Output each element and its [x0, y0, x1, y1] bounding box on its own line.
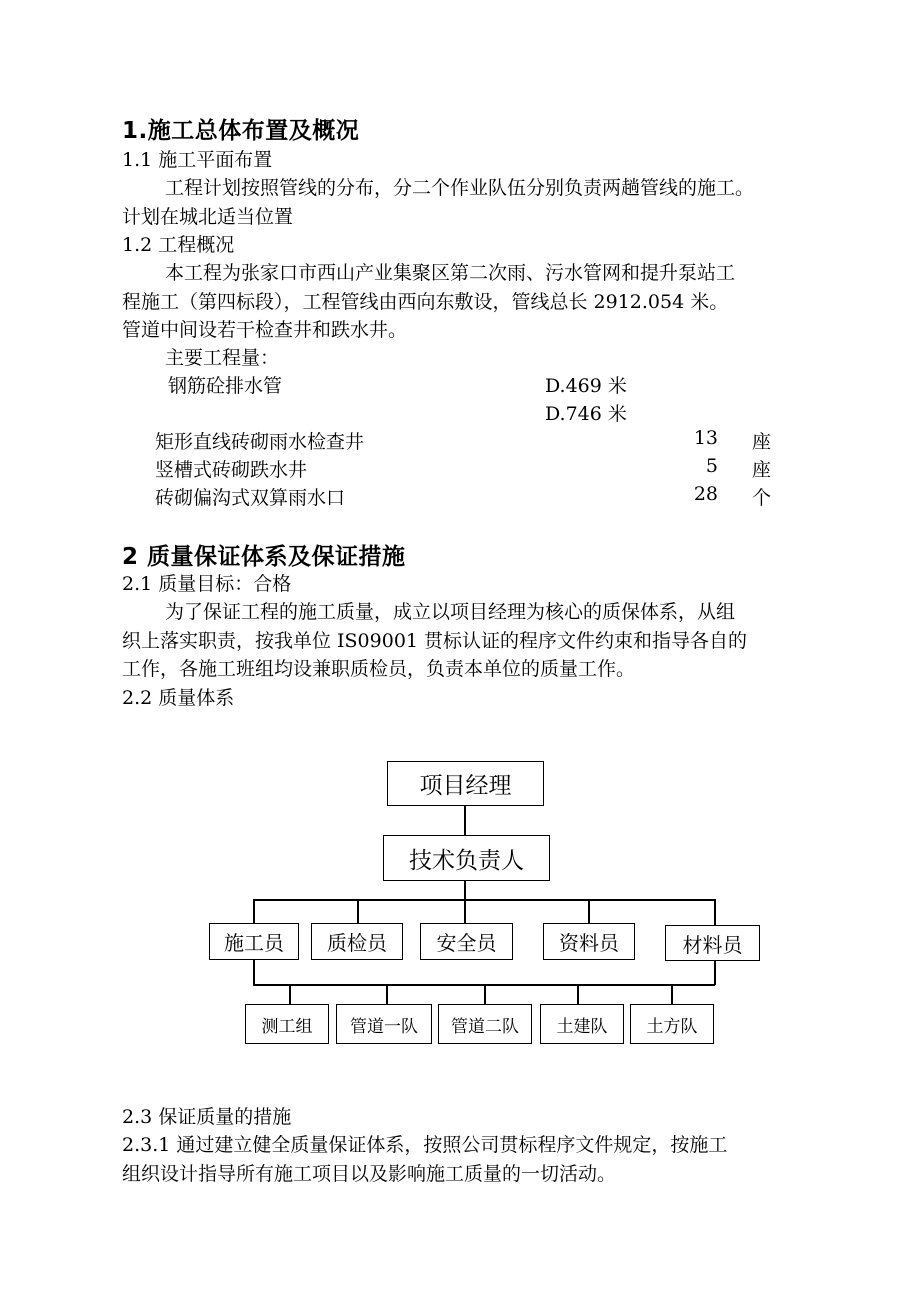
- quantities-heading: 主要工程量：: [165, 347, 280, 369]
- subsection-1-1-title: 1.1 施工平面布置: [122, 149, 273, 171]
- connector-line: [357, 899, 359, 923]
- s2-3-1-line1: 2.3.1 通过建立健全质量保证体系，按照公司贯标程序文件规定，按施工: [122, 1134, 728, 1156]
- org-box-project-manager: 项目经理: [387, 761, 544, 806]
- s1-2-paragraph-line3: 管道中间设若干检查井和跌水井。: [122, 319, 408, 341]
- org-box-team: 管道一队: [336, 1004, 432, 1044]
- connector-line: [289, 984, 291, 1004]
- connector-line: [464, 880, 466, 900]
- org-box-team: 测工组: [245, 1004, 329, 1044]
- connector-line: [464, 805, 466, 835]
- subsection-2-2-title: 2.2 质量体系: [122, 687, 235, 709]
- pipe-spec-2: D.746 米: [545, 403, 627, 425]
- s1-1-paragraph-line1: 工程计划按照管线的分布，分二个作业队伍分别负责两趟管线的施工。: [165, 177, 755, 199]
- item-name: 竖槽式砖砌跌水井: [155, 459, 308, 481]
- subsection-1-2-title: 1.2 工程概况: [122, 234, 235, 256]
- subsection-2-1-title: 2.1 质量目标：合格: [122, 573, 292, 595]
- s1-2-paragraph-line2: 程施工（第四标段），工程管线由西向东敷设，管线总长 2912.054 米。: [122, 291, 729, 313]
- org-box-team: 土建队: [540, 1004, 624, 1044]
- connector-line: [253, 959, 255, 985]
- connector-line: [671, 984, 673, 1004]
- item-qty: 13: [693, 427, 718, 449]
- org-box-team: 管道二队: [438, 1004, 532, 1044]
- org-box-staff: 资料员: [543, 923, 635, 960]
- org-box-staff: 施工员: [209, 923, 299, 960]
- connector-line: [253, 899, 715, 901]
- item-unit: 个: [752, 487, 772, 509]
- org-box-team: 土方队: [630, 1004, 714, 1044]
- section-2-title: 2 质量保证体系及保证措施: [122, 544, 406, 570]
- connector-line: [577, 984, 579, 1004]
- item-name: 矩形直线砖砌雨水检查井: [155, 431, 365, 453]
- section-1-title: 1.施工总体布置及概况: [122, 118, 360, 144]
- item-qty: 5: [705, 455, 718, 477]
- connector-line: [464, 899, 466, 923]
- pipe-spec-1: D.469 米: [545, 375, 627, 397]
- s2-3-1-line2: 组织设计指导所有施工项目以及影响施工质量的一切活动。: [122, 1163, 617, 1185]
- connector-line: [714, 960, 716, 985]
- org-box-staff: 安全员: [420, 923, 513, 960]
- s1-1-paragraph-line2: 计划在城北适当位置: [122, 206, 294, 228]
- pipe-name: 钢筋砼排水管: [168, 375, 283, 397]
- connector-line: [484, 984, 486, 1004]
- connector-line: [588, 899, 590, 923]
- org-box-staff: 材料员: [665, 925, 760, 961]
- connector-line: [253, 899, 255, 923]
- item-unit: 座: [752, 431, 772, 453]
- connector-line: [714, 899, 716, 925]
- item-qty: 28: [693, 483, 718, 505]
- subsection-2-3-title: 2.3 保证质量的措施: [122, 1106, 292, 1128]
- s2-1-paragraph-line1: 为了保证工程的施工质量，成立以项目经理为核心的质保体系，从组: [165, 601, 736, 623]
- org-box-technical-lead: 技术负责人: [383, 835, 550, 881]
- s2-1-paragraph-line3: 工作，各施工班组均设兼职质检员，负责本单位的质量工作。: [122, 658, 636, 680]
- item-name: 砖砌偏沟式双算雨水口: [155, 487, 346, 509]
- s2-1-paragraph-line2: 织上落实职责，按我单位 IS09001 贯标认证的程序文件约束和指导各自的: [122, 630, 748, 652]
- org-box-staff: 质检员: [311, 923, 403, 960]
- item-unit: 座: [752, 459, 772, 481]
- s1-2-paragraph-line1: 本工程为张家口市西山产业集聚区第二次雨、污水管网和提升泵站工: [165, 262, 736, 284]
- connector-line: [386, 984, 388, 1004]
